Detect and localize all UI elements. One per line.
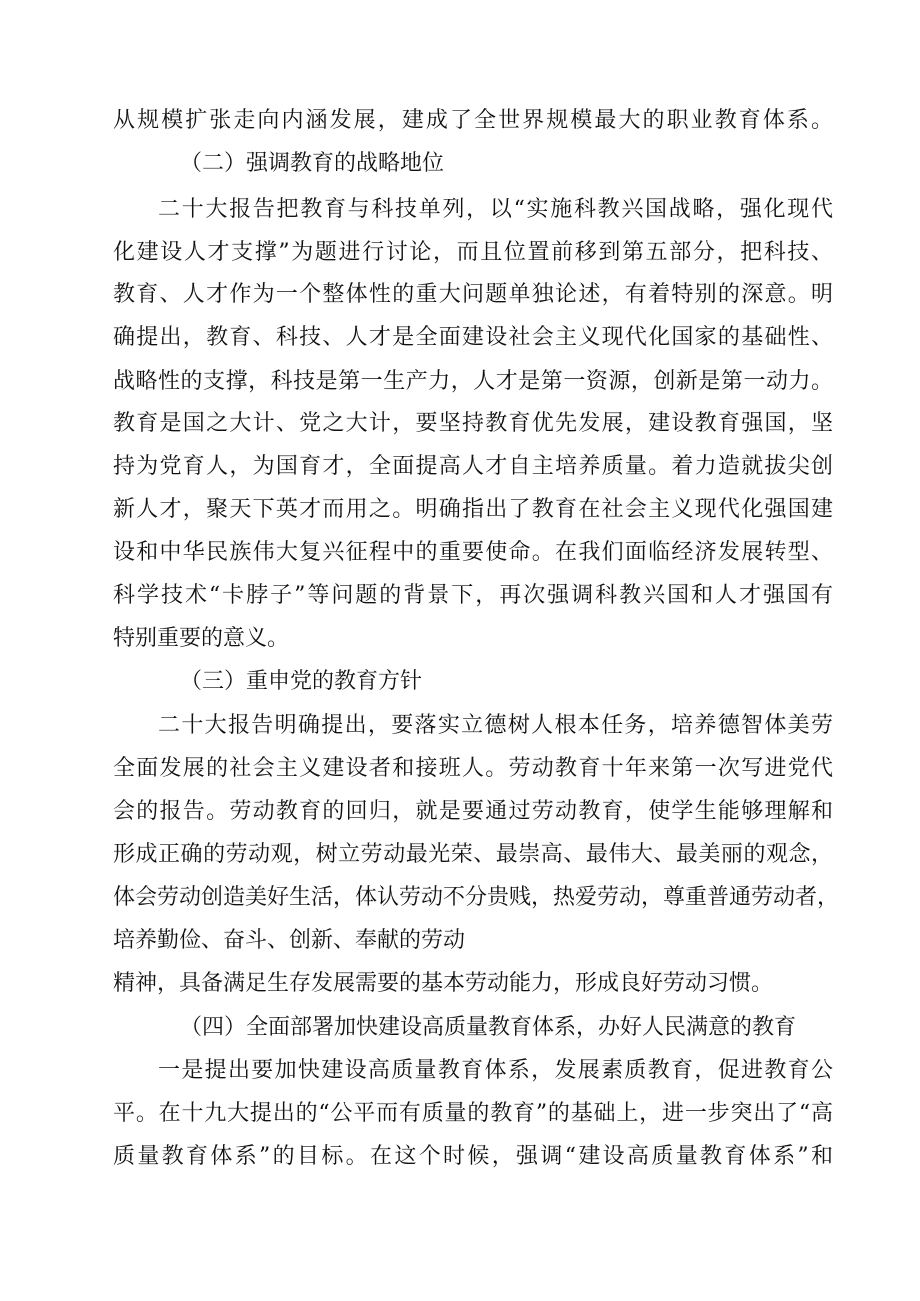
paragraph-line: 二十大报告明确提出，要落实立德树人根本任务，培养德智体美劳	[158, 713, 833, 738]
paragraph-line: 科学技术“卡脖子”等问题的背景下，再次强调科教兴国和人才强国有	[113, 583, 833, 608]
paragraph-line: 培养勤俭、奋斗、创新、奉献的劳动	[113, 928, 466, 953]
paragraph-line: 全面发展的社会主义建设者和接班人。劳动教育十年来第一次写进党代	[113, 756, 833, 781]
section-heading-2: （二）强调教育的战略地位	[180, 151, 445, 176]
paragraph-line: 确提出，教育、科技、人才是全面建设社会主义现代化国家的基础性、	[113, 325, 833, 350]
paragraph-line: 战略性的支撑，科技是第一生产力，人才是第一资源，创新是第一动力。	[113, 369, 833, 394]
paragraph-line: 从规模扩张走向内涵发展，建成了全世界规模最大的职业教育体系。	[113, 108, 833, 133]
section-heading-4: （四）全面部署加快建设高质量教育体系，办好人民满意的教育	[180, 1015, 797, 1040]
paragraph-line: 设和中华民族伟大复兴征程中的重要使命。在我们面临经济发展转型、	[113, 540, 833, 565]
paragraph-line: 质量教育体系”的目标。在这个时候，强调“建设高质量教育体系”和	[113, 1144, 833, 1169]
paragraph-line: 体会劳动创造美好生活，体认劳动不分贵贱，热爱劳动，尊重普通劳动者，	[113, 885, 840, 910]
paragraph-line: 一是提出要加快建设高质量教育体系，发展素质教育，促进教育公	[158, 1058, 833, 1083]
paragraph-line: 教育是国之大计、党之大计，要坚持教育优先发展，建设教育强国，坚	[113, 411, 833, 436]
section-heading-3: （三）重申党的教育方针	[180, 669, 423, 694]
paragraph-line: 特别重要的意义。	[113, 626, 290, 651]
paragraph-line: 化建设人才支撑”为题进行讨论，而且位置前移到第五部分，把科技、	[113, 240, 833, 265]
paragraph-line: 会的报告。劳动教育的回归，就是要通过劳动教育，使学生能够理解和	[113, 799, 833, 824]
paragraph-line: 教育、人才作为一个整体性的重大问题单独论述，有着特别的深意。明	[113, 282, 833, 307]
paragraph-line: 平。在十九大提出的“公平而有质量的教育”的基础上，进一步突出了“高	[113, 1101, 833, 1126]
paragraph-line: 二十大报告把教育与科技单列，以“实施科教兴国战略，强化现代	[158, 197, 833, 222]
paragraph-line: 新人才，聚天下英才而用之。明确指出了教育在社会主义现代化强国建	[113, 497, 833, 522]
paragraph-line: 形成正确的劳动观，树立劳动最光荣、最崇高、最伟大、最美丽的观念，	[113, 842, 833, 867]
paragraph-line: 持为党育人，为国育才，全面提高人才自主培养质量。着力造就拔尖创	[113, 454, 833, 479]
paragraph-line: 精神，具备满足生存发展需要的基本劳动能力，形成良好劳动习惯。	[113, 971, 774, 996]
